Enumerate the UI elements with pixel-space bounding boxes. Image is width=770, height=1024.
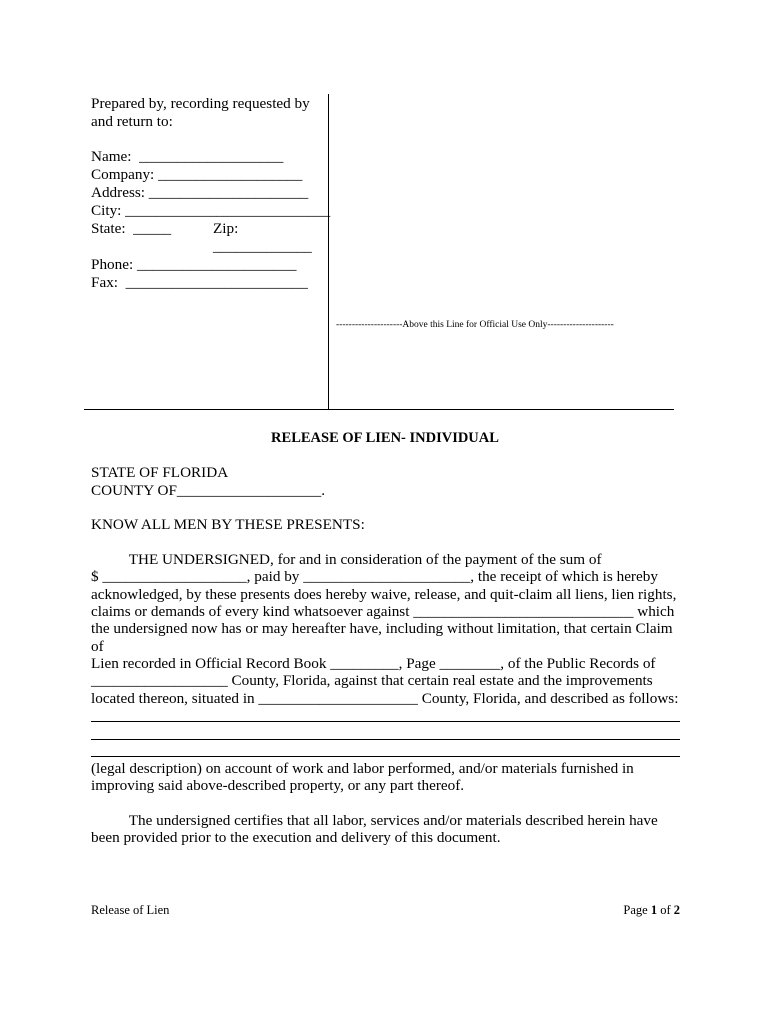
main-line-5: the undersigned now has or may hereafter have, including without limitation, that certain Claim bbox=[91, 620, 673, 637]
header-divider-vertical bbox=[328, 94, 329, 410]
city-field: City: ___________________________ bbox=[91, 202, 331, 219]
legal-line-2: improving said above-described property, or any part thereof. bbox=[91, 777, 465, 794]
legal-description-line-2 bbox=[91, 739, 680, 740]
footer-title: Release of Lien bbox=[91, 903, 170, 917]
main-line-4: claims or demands of every kind whatsoever against _____________________________ which bbox=[91, 603, 675, 620]
page-current: 1 bbox=[650, 903, 658, 917]
official-use-label: ---------------------Above this Line for Official Use Only--------------------- bbox=[336, 320, 614, 330]
main-line-2: $ ___________________, paid by ______________________, the receipt of which is hereby bbox=[91, 568, 658, 585]
company-field: Company: ___________________ bbox=[91, 166, 303, 183]
page-of: of bbox=[657, 903, 674, 917]
venue-county: COUNTY OF___________________. bbox=[91, 482, 326, 499]
fax-field: Fax: ________________________ bbox=[91, 274, 308, 291]
main-line-1: THE UNDERSIGNED, for and in consideration of the payment of the sum of bbox=[91, 551, 602, 568]
zip-line: _____________ bbox=[213, 238, 312, 255]
address-field: Address: _____________________ bbox=[91, 184, 309, 201]
name-field: Name: ___________________ bbox=[91, 148, 284, 165]
zip-label: Zip: bbox=[213, 220, 239, 237]
main-line-8: __________________ County, Florida, against that certain real estate and the improvements bbox=[91, 672, 653, 689]
certification-line-1: The undersigned certifies that all labor, services and/or materials described herein have bbox=[91, 812, 658, 829]
prepared-by-line2: and return to: bbox=[91, 113, 173, 130]
certification-line-2: been provided prior to the execution and delivery of this document. bbox=[91, 829, 501, 846]
main-line-3: acknowledged, by these presents does hereby waive, release, and quit-claim all liens, lien rights, bbox=[91, 586, 677, 603]
legal-description-line-1 bbox=[91, 721, 680, 722]
header-divider-horizontal bbox=[84, 409, 674, 410]
prepared-by-line1: Prepared by, recording requested by bbox=[91, 95, 310, 112]
legal-description-line-3 bbox=[91, 756, 680, 757]
page-prefix: Page bbox=[623, 903, 651, 917]
page-number bbox=[623, 903, 680, 918]
legal-line-1: (legal description) on account of work and labor performed, and/or materials furnished in bbox=[91, 760, 634, 777]
main-line-6: of bbox=[91, 638, 104, 655]
document-title: RELEASE OF LIEN- INDIVIDUAL bbox=[271, 430, 499, 446]
state-field: State: _____ bbox=[91, 220, 172, 237]
main-line-9: located thereon, situated in _____________________ County, Florida, and described as follows: bbox=[91, 690, 679, 707]
phone-field: Phone: _____________________ bbox=[91, 256, 297, 273]
page-total: 2 bbox=[673, 903, 680, 917]
know-all-men: KNOW ALL MEN BY THESE PRESENTS: bbox=[91, 516, 365, 533]
main-line-7: Lien recorded in Official Record Book _________, Page ________, of the Public Records of bbox=[91, 655, 656, 672]
venue-state: STATE OF FLORIDA bbox=[91, 464, 229, 481]
